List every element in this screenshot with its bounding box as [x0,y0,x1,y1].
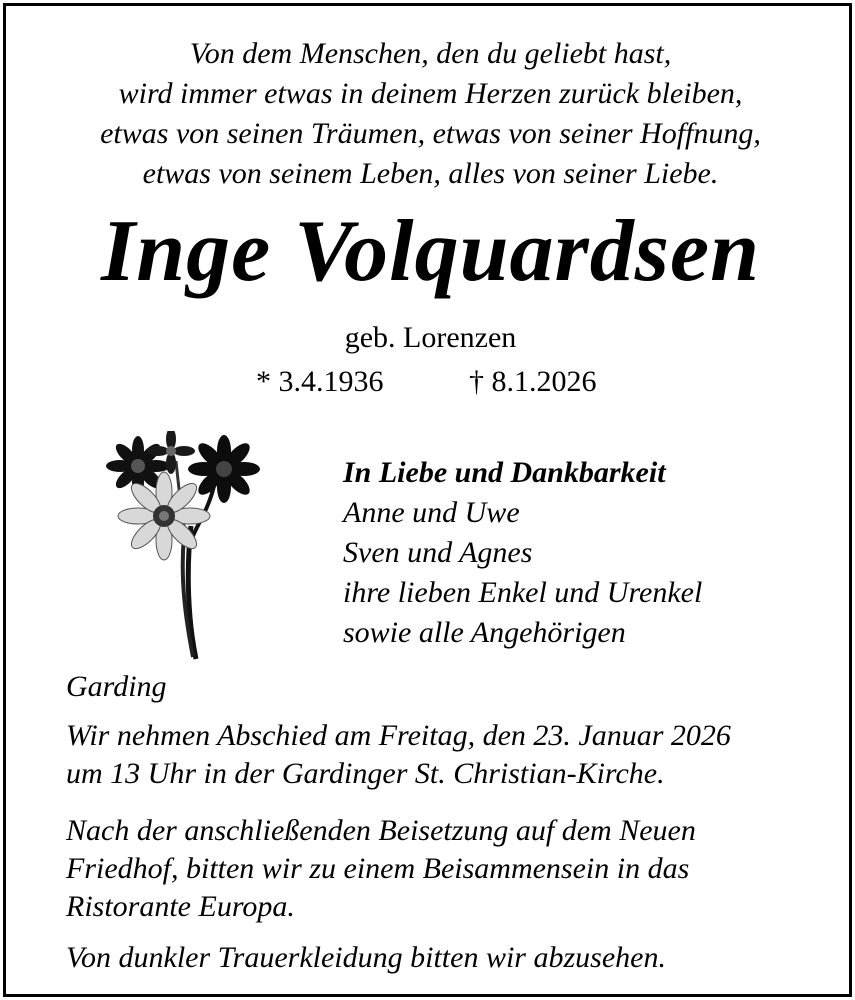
farewell-paragraph [66,717,731,793]
maiden-name: geb. Lorenzen [344,321,517,354]
family-line: Anne und Uwe [343,496,520,529]
family-line: sowie alle Angehörigen [343,616,626,649]
poem-line: etwas von seinen Träumen, etwas von seiner Hoffnung, [100,117,761,150]
paragraph-line: Wir nehmen Abschied am Freitag, den 23. Januar 2026 [66,719,731,752]
death-date: † 8.1.2026 [469,365,597,398]
paragraph-line: Von dunkler Trauerkleidung bitten wir abzusehen. [66,941,666,974]
place: Garding [66,670,167,703]
deceased-name: Inge Volquardsen [100,203,761,300]
family-signatures [343,453,702,653]
paragraph-line: Ristorante Europa. [66,890,295,923]
family-line: ihre lieben Enkel und Urenkel [343,576,703,609]
reception-paragraph [66,812,696,926]
paragraph-line: um 13 Uhr in der Gardinger St. Christian-Kirche. [66,757,665,790]
attire-paragraph [66,939,666,977]
paragraph-line: Nach der anschließenden Beisetzung auf dem Neuen [66,814,696,847]
gerbera-flowers-icon [96,431,276,671]
birth-date: * 3.4.1936 [256,365,384,398]
family-lead: In Liebe und Dankbarkeit [343,456,666,489]
poem-line: Von dem Menschen, den du geliebt hast, [189,37,672,70]
paragraph-line: Friedhof, bitten wir zu einem Beisammensein in das [66,852,690,885]
poem-line: wird immer etwas in deinem Herzen zurück bleiben, [118,77,743,110]
obituary-notice [3,3,852,997]
poem [6,34,855,194]
poem-line: etwas von seinem Leben, alles von seiner Liebe. [142,157,719,190]
family-line: Sven und Agnes [343,536,533,569]
